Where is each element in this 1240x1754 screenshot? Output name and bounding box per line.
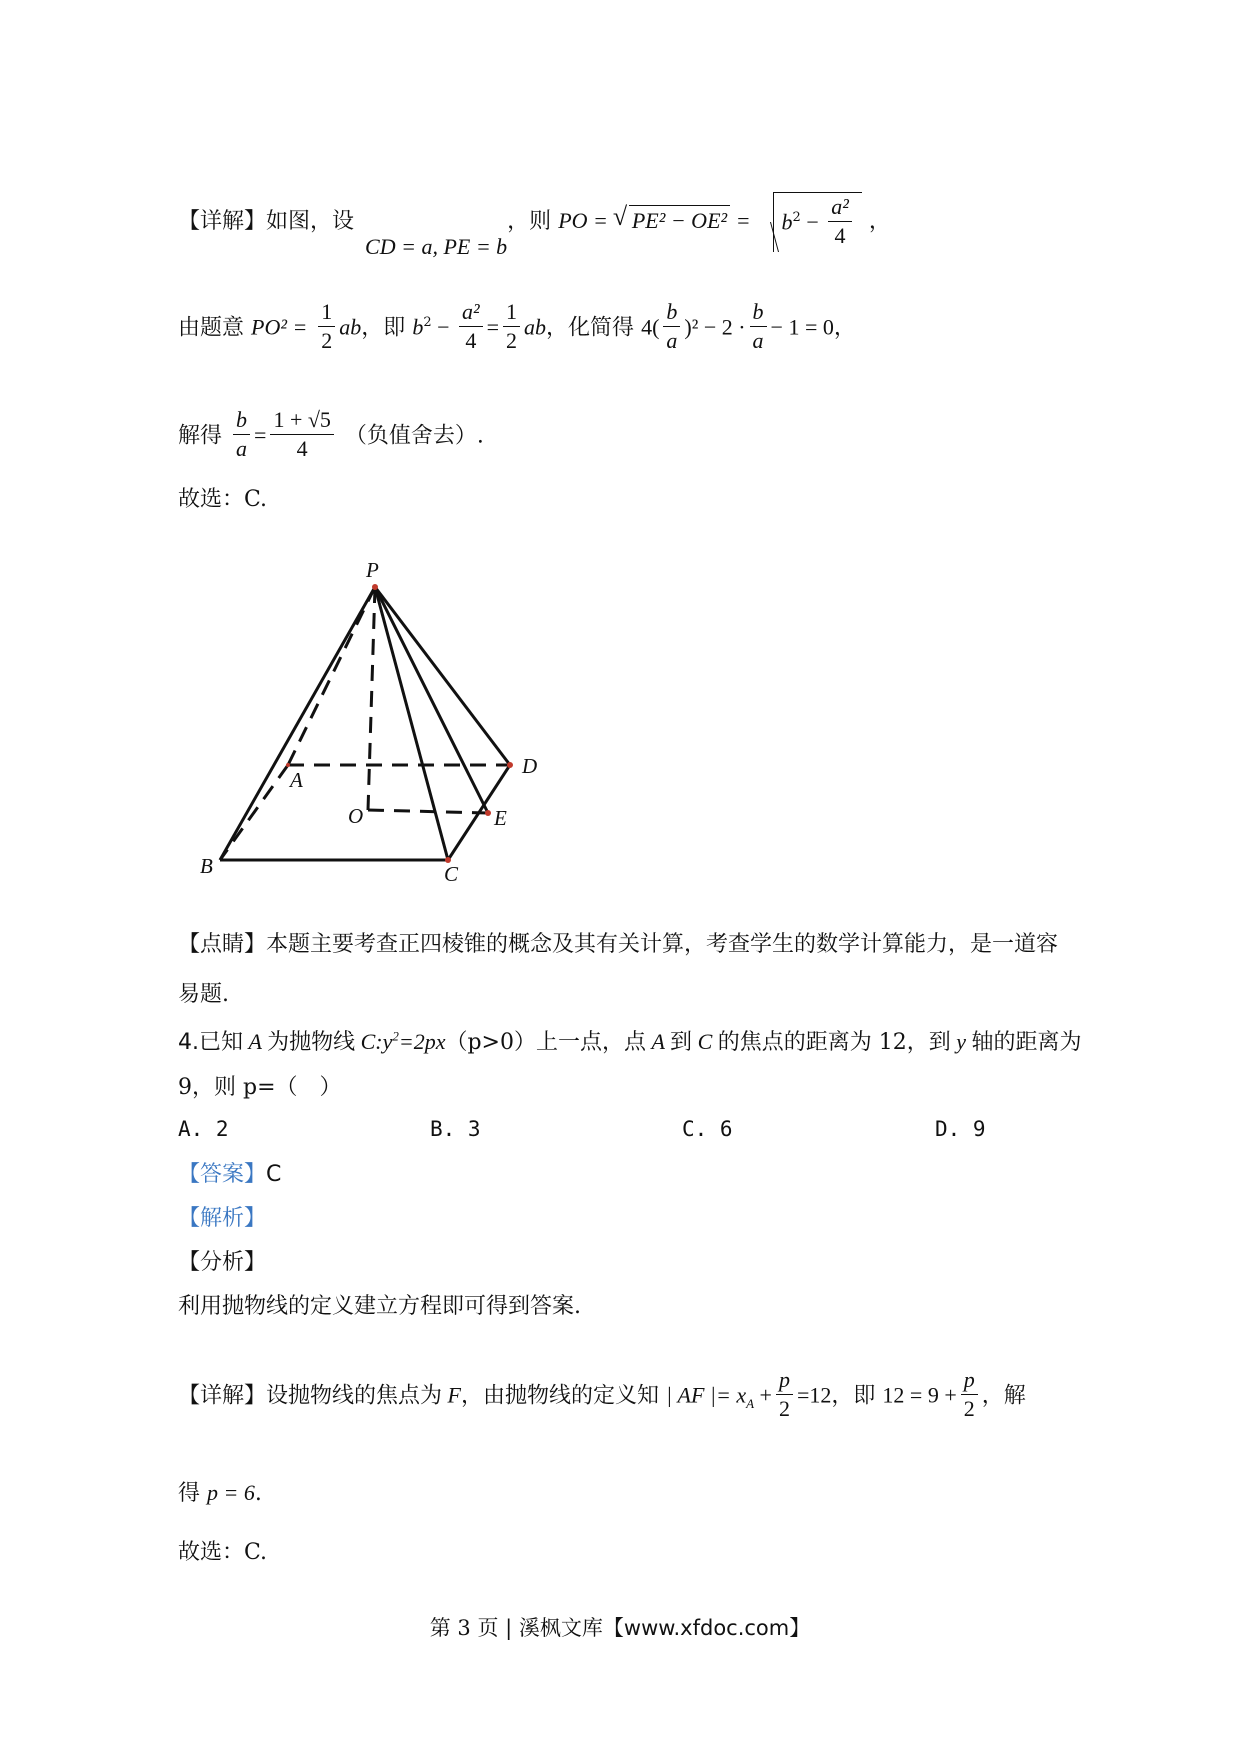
edge-PA (288, 587, 375, 765)
detail-text: 设抛物线的焦点为 (266, 1383, 443, 1409)
review-tag: 【点睛】 (178, 932, 267, 957)
analysis-tag: 【解析】 (178, 1206, 267, 1231)
answer-value: C (266, 1162, 282, 1187)
label-O: O (348, 804, 364, 828)
detail-line-1 (178, 192, 891, 259)
fraction-half-b: $\frac{1}{2}$ (503, 298, 520, 355)
var-C: C (697, 1029, 713, 1054)
frac-num: a² (828, 193, 852, 222)
var-y: y (956, 1029, 967, 1054)
label-C: C (444, 862, 459, 885)
curve: C:y (360, 1029, 393, 1054)
option-d: D. 9 (935, 1117, 986, 1141)
footer-url[interactable]: 【www.xfdoc.com】 (602, 1616, 811, 1640)
dot: . (254, 1481, 262, 1506)
af-expr: | AF |= x (666, 1382, 747, 1408)
detail-line-2: 由题意 PO² = $\frac{1}{2}$ ab，即 $b^2$ − $\frac{\text{a²}}{4}$ = $\frac{1}{2}$ ab，化简得 4( $\frac{b}{a}$ )² − 2 · $\frac{b}{a}$ − 1 = 0， (178, 299, 856, 353)
review-text: 本题主要考查正四棱锥的概念及其有关计算，考查学生的数学计算能力，是一道容 (266, 932, 1059, 957)
eq12: =12 (796, 1382, 832, 1408)
option-c: C. 6 (682, 1117, 733, 1141)
frac-den: a (236, 436, 248, 461)
sup: 2 (392, 1028, 399, 1044)
edge-PD (375, 587, 510, 765)
frac-den: 2 (778, 1396, 790, 1421)
eqn-tail: − 1 = 0 (770, 314, 834, 340)
q-text: 的焦点的距离为 12，到 (717, 1030, 951, 1055)
edge-AB (220, 765, 288, 860)
label-P: P (366, 558, 379, 582)
lead-text: 由题意 (178, 315, 245, 341)
frac-den: 4 (834, 223, 846, 248)
edge-PO (368, 587, 375, 810)
choice-line-1: 故选：C. (178, 487, 268, 512)
end-comma: ， (833, 315, 856, 341)
edge-PE (375, 587, 488, 813)
point-A (286, 763, 290, 767)
eq: = (254, 422, 267, 448)
fraction-b-a-2: $\frac{b}{a}$ (750, 298, 767, 355)
answer-tag: 【答案】 (178, 1162, 267, 1187)
option-b: B. 3 (430, 1117, 481, 1141)
curve-tail: =2px (398, 1029, 446, 1054)
frac-num: p (776, 1366, 793, 1395)
jie-text: ，解 (981, 1383, 1026, 1409)
pyramid-figure (190, 555, 570, 885)
footer-text: 第 3 页 | 溪枫文库 (429, 1616, 603, 1640)
ji-text: ，即 (361, 315, 406, 341)
fenxi-text: 利用抛物线的定义建立方程即可得到答案. (178, 1294, 581, 1319)
page-footer (0, 1612, 1240, 1642)
detail-tag: 【详解】 (178, 1383, 267, 1409)
fraction-b-over-a (233, 406, 250, 463)
detail-text: ，由抛物线的定义知 (460, 1383, 659, 1409)
po-sqrt: √ PE² − OE² (629, 205, 730, 236)
setvars: CD = a, PE = b (365, 234, 508, 259)
frac-num: 1 + √5 (270, 406, 333, 435)
comma: ， (868, 209, 891, 234)
cond: （p>0） (445, 1030, 536, 1055)
question-4-line-1: 4.已知 A 为抛物线 $C:y^2=2px(p>0)$上一点，点 A 到 C 的焦点的距离为 12，到 y 轴的距离为 (178, 1028, 1082, 1055)
note-text: （负值舍去）. (344, 423, 484, 449)
rhs: 12 = 9 + (882, 1382, 957, 1408)
result: p = 6 (207, 1480, 255, 1505)
b-var: b (781, 209, 793, 235)
q-text: 到 (670, 1030, 693, 1055)
lead-text: 解得 (178, 423, 223, 449)
big-sqrt: $b^2$ − $\frac{\text{a²}}{4}$ (773, 192, 862, 252)
var-A: A (248, 1029, 262, 1054)
frac-den: 4 (296, 436, 308, 461)
q-text: 上一点，点 (535, 1030, 646, 1055)
frac-den: a (666, 328, 678, 353)
label-D: D (522, 754, 538, 778)
q-text: 轴的距离为 (971, 1030, 1082, 1055)
answer-line (178, 1160, 281, 1190)
review-line-1 (178, 930, 1058, 960)
fraction-p-2 (776, 1366, 793, 1423)
detail-line-3 (178, 408, 484, 465)
fraction-p-2-b: $\frac{p}{2}$ (961, 1366, 978, 1423)
label-A: A (290, 768, 303, 792)
po-eq: = (737, 208, 750, 233)
point-E (485, 810, 491, 816)
edge-PC (375, 587, 448, 860)
fenxi-tag: 【分析】 (178, 1250, 267, 1275)
fraction-golden (270, 406, 333, 463)
q-text: 已知 (199, 1030, 244, 1055)
detail-tag: 【详解】 (178, 209, 267, 234)
question-number: 4. (178, 1030, 199, 1055)
frac-num: b (663, 298, 680, 327)
detail-intro: 如图，设 (266, 209, 355, 234)
simplify-text: ，化简得 (546, 315, 635, 341)
point-P (372, 584, 378, 590)
eqn-mid: )² − 2 · (684, 314, 746, 340)
plus: + (754, 1382, 772, 1408)
sub-A: A (746, 1395, 755, 1411)
fraction-b-a (663, 298, 680, 355)
fraction-a2-4 (828, 193, 852, 250)
po2: PO² = (251, 314, 308, 340)
q-text: 为抛物线 (267, 1030, 356, 1055)
point-D (507, 762, 513, 768)
frac-den: 2 (321, 328, 333, 353)
question-4-line-2: 9，则 p=（ ） (178, 1075, 342, 1100)
label-E: E (494, 806, 507, 830)
eqn-lead: 4( (641, 314, 660, 340)
minus: − (800, 209, 825, 235)
option-a: A. 2 (178, 1117, 229, 1141)
fraction-half (318, 298, 335, 355)
edge-OE (368, 810, 488, 813)
de-text: 得 (178, 1481, 201, 1506)
label-B: B (200, 854, 213, 878)
po-lhs: PO = (558, 208, 608, 233)
then-text: ，则 (507, 209, 552, 234)
review-line-2: 易题. (178, 982, 229, 1007)
ji-text: ，即 (831, 1383, 876, 1409)
frac-num: 1 (318, 298, 335, 327)
detail-4-line-2 (178, 1478, 262, 1509)
choice-line-2: 故选：C. (178, 1540, 268, 1565)
detail-4-line-1 (178, 1368, 1026, 1425)
ab: ab (339, 314, 362, 340)
fraction-a2-4b: $\frac{\text{a²}}{4}$ (459, 298, 483, 355)
var-F: F (447, 1382, 461, 1408)
frac-num: b (233, 406, 250, 435)
